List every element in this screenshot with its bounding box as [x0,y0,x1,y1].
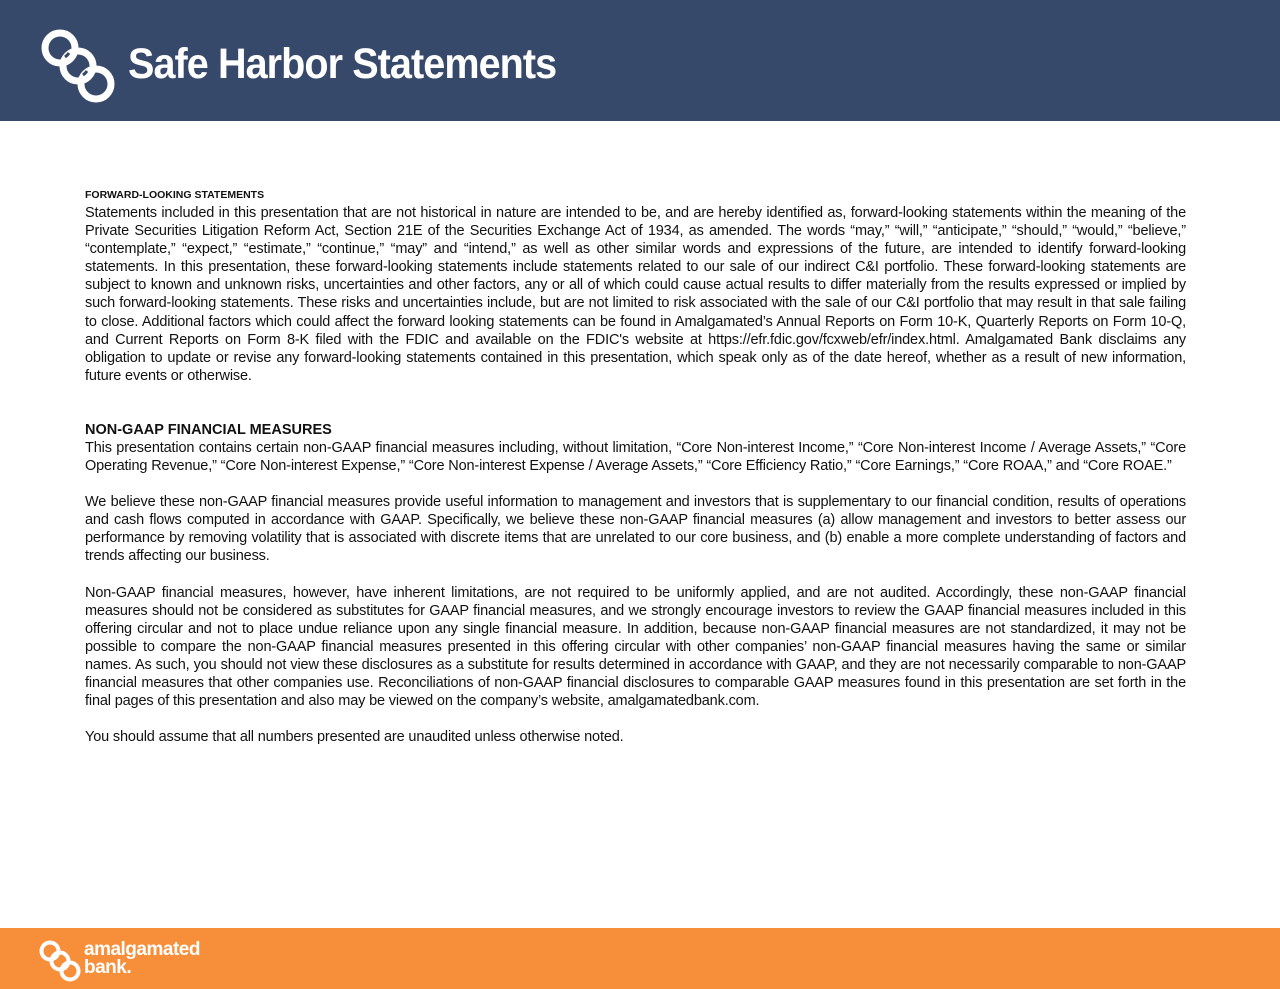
amalgamated-logo-icon [38,939,82,983]
footer-brand-wordmark [84,941,200,977]
brand-mark: . [126,957,132,978]
forward-looking-paragraph: Statements included in this presentation that are not historical in nature are intended to be, and are hereby identified as, forward-looking statements within the meaning of the Private Securities Litigation Reform Act, Section 21E of the Securities Exchange Act of 1934, as amended. The words “may,” “will,” “anticipate,” “should,” “would,” “believe,” “contemplate,” “expect,” “estimate,” “continue,” “may” and “intend,” as well as other similar words and expressions of the future, are intended to identify forward-looking statements. In this presentation, these forward-looking statements include statements related to our sale of our indirect C&I portfolio. These forward-looking statements are subject to known and unknown risks, uncertainties and other factors, any or all of which could cause actual results to differ materially from the results expressed or implied by such forward-looking statements. These risks and uncertainties include, but are not limited to risk associated with the sale of our C&I portfolio that may result in that sale failing to close. Additional factors which could affect the forward looking statements can be found in Amalgamated’s Annual Reports on Form 10-K, Quarterly Reports on Form 10-Q, and Current Reports on Form 8-K filed with the FDIC and available on the FDIC's website at https://efr.fdic.gov/fcxweb/efr/index.html. Amalgamated Bank disclaims any obligation to update or revise any forward-looking statements contained in this presentation, which speak only as of the date hereof, whether as a result of new information, future events or otherwise. [85,205,1186,384]
paragraph-spacer [85,475,1186,493]
section-spacer [85,385,1186,421]
brand-line-2-text: bank [84,957,127,978]
header-bar [0,0,1280,121]
non-gaap-paragraph-3: Non-GAAP financial measures, however, have inherent limitations, are not required to be uniformly applied, and are not audited. Accordingly, these non-GAAP financial measures should not be considered as substitutes for GAAP financial measures, and we strongly encourage investors to review the GAAP financial measures included in this offering circular and not to place undue reliance upon any single financial measure. In addition, because non-GAAP financial measures are not standardized, it may not be possible to compare the non-GAAP financial measures presented in this offering circular with other companies’ non-GAAP financial measures having the same or similar names. As such, you should not view these disclosures as a substitute for results determined in accordance with GAAP, and they are not necessarily comparable to non-GAAP financial measures that other companies use. Reconciliations of non-GAAP financial disclosures to comparable GAAP measures found in this presentation are set forth in the final pages of this presentation and also may be viewed on the company’s website, amalgamatedbank.com. [85,584,1186,710]
brand-line-1: amalgamated [84,939,200,960]
non-gaap-heading: NON-GAAP FINANCIAL MEASURES [85,421,332,438]
paragraph-spacer [85,566,1186,584]
amalgamated-logo-icon [38,26,118,104]
non-gaap-paragraph-2: We believe these non-GAAP financial measures provide useful information to management and investors that is supplementary to our financial condition, results of operations and cash flows computed in accordance with GAAP. Specifically, we believe these non-GAAP financial measures (a) allow management and investors to better assess our performance by removing volatility that is associated with discrete items that are unrelated to our core business, and (b) enable a more complete understanding of factors and trends affecting our business. [85,494,1186,565]
non-gaap-paragraph-1: This presentation contains certain non-GAAP financial measures including, without limitation, “Core Non-interest Income,” “Core Non-interest Income / Average Assets,” “Core Operating Revenue,” “Core Non-interest Expense,” “Core Non-interest Expense / Average Assets,” “Core Efficiency Ratio,” “Core Earnings,” “Core ROAA,” and “Core ROAE.” [85,439,1186,475]
non-gaap-paragraph-4: You should assume that all numbers presented are unaudited unless otherwise noted. [85,729,624,746]
main-content [85,189,1186,746]
forward-looking-heading: FORWARD-LOOKING STATEMENTS [85,189,265,201]
paragraph-spacer [85,710,1186,728]
page-title: Safe Harbor Statements [128,40,557,88]
brand-line-2 [84,959,200,977]
